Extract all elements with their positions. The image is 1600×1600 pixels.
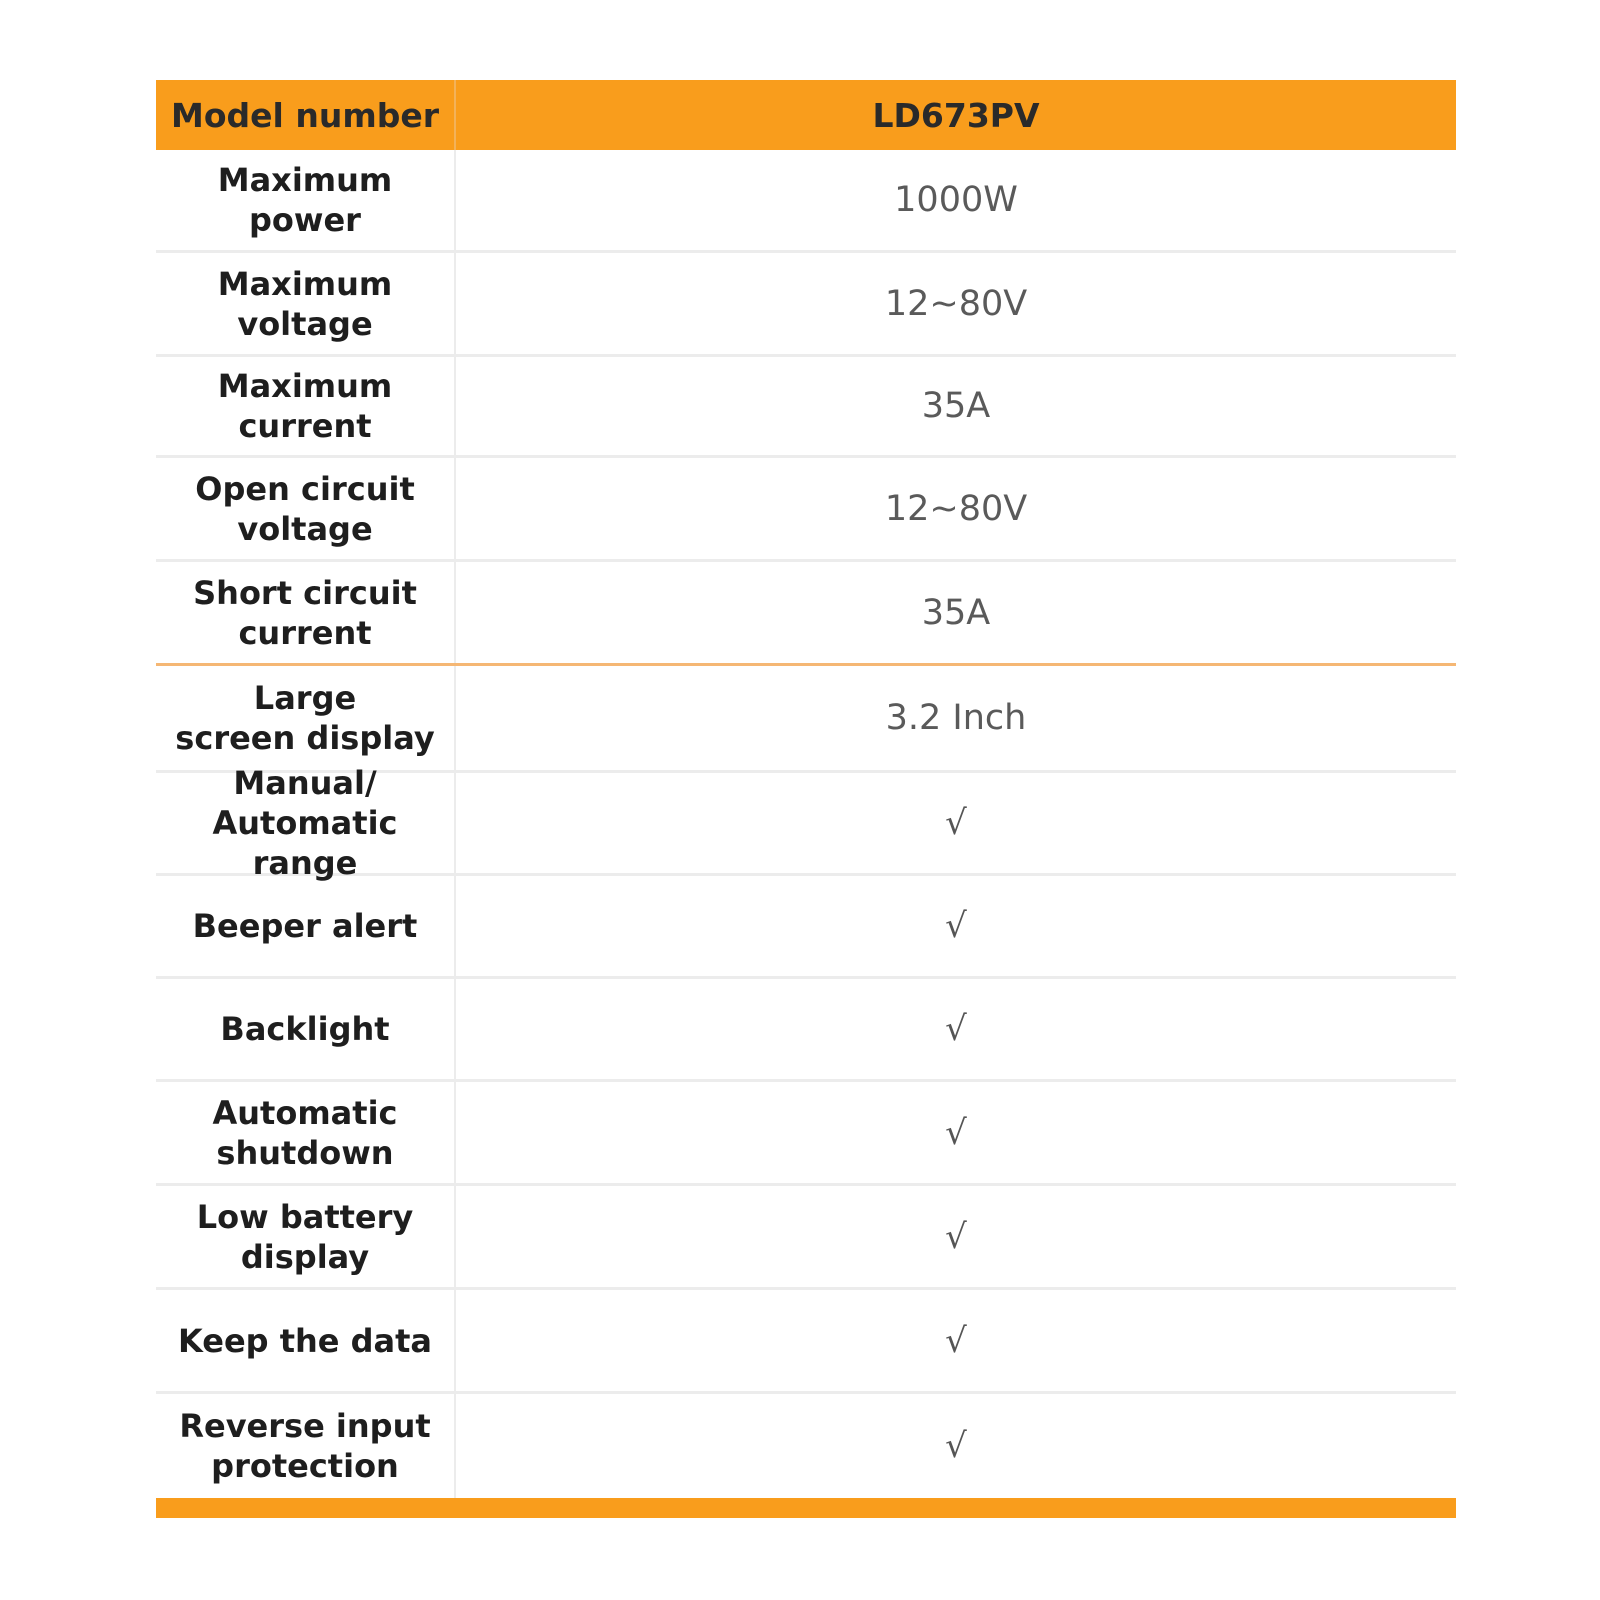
table-header [156, 80, 1456, 150]
footer-accent-bar [156, 1498, 1456, 1518]
header-label: Model number [156, 80, 456, 150]
check-mark: √ [945, 1320, 967, 1361]
row-value: 35A [921, 386, 991, 426]
table-row [156, 979, 1456, 1082]
table-row [156, 1394, 1456, 1498]
row-value: 12~80V [884, 488, 1028, 529]
row-label: Short circuit current [156, 562, 456, 663]
row-label: Large screen display [156, 666, 456, 770]
row-label: Maximum voltage [156, 253, 456, 354]
table-row [156, 562, 1456, 666]
row-label: Reverse input protection [156, 1394, 456, 1498]
table-row [156, 253, 1456, 357]
table-row [156, 1186, 1456, 1290]
table-row [156, 666, 1456, 773]
check-mark: √ [945, 906, 967, 946]
row-label: Maximum power [156, 150, 456, 250]
table-row [156, 1290, 1456, 1394]
row-value: 3.2 Inch [885, 698, 1027, 738]
row-value: 1000W [894, 180, 1018, 220]
header-model-value: LD673PV [872, 95, 1040, 135]
table-row [156, 458, 1456, 562]
row-label: Beeper alert [156, 876, 456, 976]
spec-rows [156, 150, 1456, 1498]
row-label: Open circuit voltage [156, 458, 456, 559]
check-mark: √ [945, 803, 967, 843]
table-row [156, 764, 1456, 882]
row-value: 35A [921, 592, 991, 633]
check-mark: √ [945, 1009, 967, 1049]
table-row [156, 150, 1456, 253]
row-label: Maximum current [156, 357, 456, 455]
table-row [156, 357, 1456, 458]
check-mark: √ [945, 1216, 967, 1257]
row-label: Manual/ Automatic range [156, 773, 456, 873]
table-row [156, 876, 1456, 979]
row-label: Backlight [156, 979, 456, 1079]
check-mark: √ [945, 1112, 967, 1153]
row-label: Low battery display [156, 1186, 456, 1287]
row-label: Keep the data [156, 1290, 456, 1391]
table-row [156, 1082, 1456, 1186]
row-label: Automatic shutdown [156, 1082, 456, 1183]
row-value: 12~80V [884, 283, 1028, 324]
spec-table [156, 80, 1456, 1518]
check-mark: √ [945, 1426, 967, 1466]
